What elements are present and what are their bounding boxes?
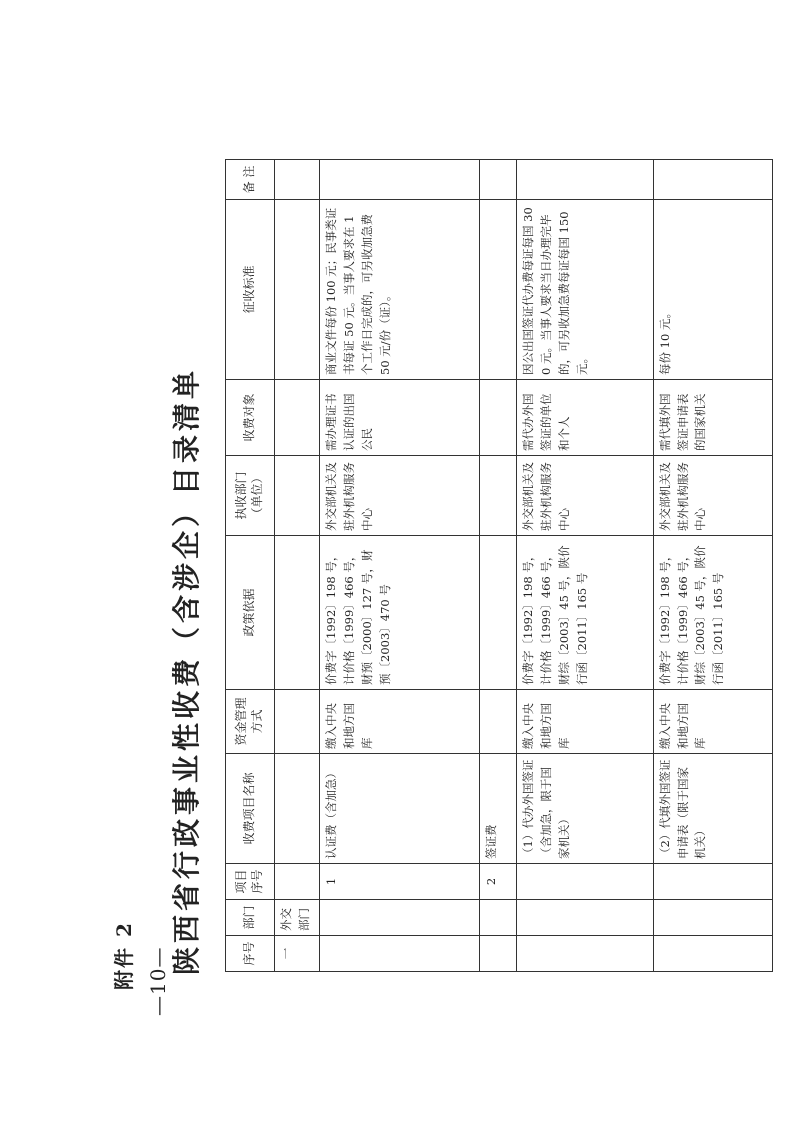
cell-target: 需代办外国签证的单位和个人 <box>517 380 653 456</box>
cell-item-name: （2）代填外国签证申请表（限于国家机关） <box>653 754 772 864</box>
cell-policy: 价费字〔1992〕198 号，计价格〔1999〕466 号，财综〔2003〕45 号，陕价行函〔2011〕165 号 <box>653 536 772 690</box>
cell-dept: 外交部门 <box>274 900 319 936</box>
cell-exec-dept: 外交部机关及驻外机构服务中心 <box>653 456 772 536</box>
cell-item-seq: 1 <box>320 864 480 900</box>
table-row-dept <box>274 160 319 972</box>
cell-fund-mgmt: 缴入中央和地方国库 <box>653 690 772 754</box>
table-row-visa <box>480 160 517 972</box>
header-exec-dept: 执收部门（单位） <box>226 456 275 536</box>
table-row-visa-agency <box>517 160 653 972</box>
cell-exec-dept: 外交部机关及驻外机构服务中心 <box>320 456 480 536</box>
cell-remarks <box>320 160 480 200</box>
cell-standard: 商业文件每份 100 元；民事类证书每证 50 元。当事人要求在 1 个工作日完成的，可另收加急费 50 元/份（证）。 <box>320 200 480 380</box>
cell-policy: 价费字〔1992〕198 号，计价格〔1999〕466 号，财预〔2000〕127 号，财预〔2003〕470 号 <box>320 536 480 690</box>
header-standard: 征收标准 <box>226 200 275 380</box>
header-item-name: 收费项目名称 <box>226 754 275 864</box>
cell-item-name: 认证费（含加急） <box>320 754 480 864</box>
cell-item-name: 签证费 <box>480 754 517 864</box>
cell-exec-dept: 外交部机关及驻外机构服务中心 <box>517 456 653 536</box>
header-fund-mgmt: 资金管理方式 <box>226 690 275 754</box>
cell-item-seq: 2 <box>480 864 517 900</box>
cell-fund-mgmt: 缴入中央和地方国库 <box>320 690 480 754</box>
header-seq: 序号 <box>226 936 275 972</box>
cell-remarks <box>517 160 653 200</box>
document-title: 陕西省行政事业性收费（含涉企）目录清单 <box>170 366 203 975</box>
header-dept: 部门 <box>226 900 275 936</box>
header-policy: 政策依据 <box>226 536 275 690</box>
table-row-visa-form <box>653 160 772 972</box>
attachment-label: 附件 2 <box>112 921 136 990</box>
fee-catalog-table <box>225 159 773 972</box>
cell-policy: 价费字〔1992〕198 号，计价格〔1999〕466 号，财综〔2003〕45 号，陕价行函〔2011〕165 号 <box>517 536 653 690</box>
cell-target: 需办理证书认证的出国公民 <box>320 380 480 456</box>
header-item-seq: 项目序号 <box>226 864 275 900</box>
cell-target: 需代填外国签证申请表的国家机关 <box>653 380 772 456</box>
page-number: —10— <box>146 946 170 1016</box>
cell-standard: 每份 10 元。 <box>653 200 772 380</box>
cell-standard: 因公出国签证代办费每证每国 300 元。当事人要求当日办理完毕的，可另收加急费每证每国 150 元。 <box>517 200 653 380</box>
cell-remarks <box>653 160 772 200</box>
cell-seq: 一 <box>274 936 319 972</box>
cell-item-name: （1）代办外国签证（含加急，限于国家机关） <box>517 754 653 864</box>
header-target: 收费对象 <box>226 380 275 456</box>
cell-fund-mgmt: 缴入中央和地方国库 <box>517 690 653 754</box>
rotated-table-container <box>225 160 773 972</box>
table-row-auth <box>320 160 480 972</box>
table-header-row <box>226 160 275 972</box>
header-remarks: 备 注 <box>226 160 275 200</box>
